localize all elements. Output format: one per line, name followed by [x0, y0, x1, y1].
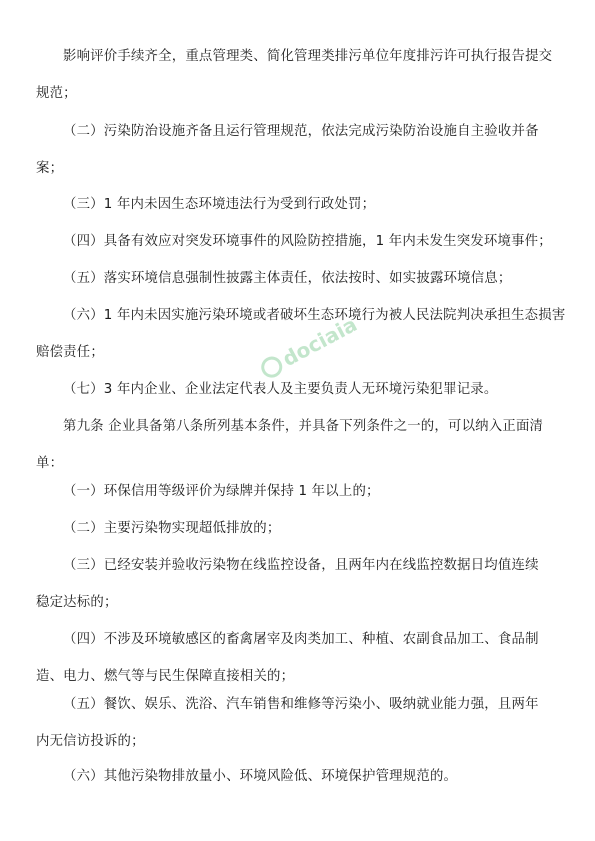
paragraph-item-4 [36, 223, 568, 260]
text-line: （三）1 年内未因生态环境违法行为受到行政处罚； [63, 197, 376, 212]
paragraph-condition-3 [36, 547, 568, 621]
text-line: 案； [36, 161, 64, 176]
text-line: 稳定达标的； [36, 595, 118, 610]
watermark-text: dociaia [278, 312, 361, 372]
paragraph-condition-6 [36, 758, 568, 795]
text-line: （五）落实环境信息强制性披露主体责任，依法按时、如实披露环境信息； [63, 271, 512, 286]
text-line: （四）具备有效应对突发环境事件的风险防控措施，1 年内未发生突发环境事件； [63, 234, 552, 249]
paragraph-condition-5 [36, 686, 568, 760]
text-line: 第九条 企业具备第八条所列基本条件，并具备下列条件之一的，可以纳入正面清 [63, 419, 544, 434]
text-line: （四）不涉及环境敏感区的畜禽屠宰及肉类加工、种植、农副食品加工、食品制 [63, 632, 539, 647]
paragraph-article-9 [36, 408, 568, 482]
paragraph-condition-2 [36, 510, 568, 547]
text-line: 单： [36, 456, 64, 471]
text-line: 规范； [36, 86, 77, 101]
text-line: （六）其他污染物排放量小、环境风险低、环境保护管理规范的。 [63, 769, 458, 784]
paragraph-condition-4 [36, 621, 568, 695]
paragraph-item-7 [36, 371, 568, 408]
text-line: （一）环保信用等级评价为绿牌并保持 1 年以上的； [63, 484, 380, 499]
text-line: （六）1 年内未因实施污染环境或者破坏生态环境行为被人民法院判决承担生态损害 [63, 308, 566, 323]
text-line: （三）已经安装并验收污染物在线监控设备，且两年内在线监控数据日均值连续 [63, 558, 539, 573]
text-line: （五）餐饮、娱乐、洗浴、汽车销售和维修等污染小、吸纳就业能力强，且两年 [63, 697, 539, 712]
paragraph-item-5 [36, 260, 568, 297]
text-line: 影响评价手续齐全，重点管理类、简化管理类排污单位年度排污许可执行报告提交 [63, 49, 553, 64]
text-line: 内无信访投诉的； [36, 734, 145, 749]
paragraph-condition-1 [36, 473, 568, 510]
text-line: （七）3 年内企业、企业法定代表人及主要负责人无环境污染犯罪记录。 [63, 382, 498, 397]
paragraph-item-6 [36, 297, 568, 371]
paragraph-impact-assessment [36, 38, 568, 112]
text-line: 赔偿责任； [36, 345, 104, 360]
text-line: 造、电力、燃气等与民生保障直接相关的； [36, 669, 295, 684]
paragraph-item-2 [36, 113, 568, 187]
text-line: （二）污染防治设施齐备且运行管理规范，依法完成污染防治设施自主验收并备 [63, 124, 539, 139]
paragraph-item-3 [36, 186, 568, 223]
text-line: （二）主要污染物实现超低排放的； [63, 521, 281, 536]
